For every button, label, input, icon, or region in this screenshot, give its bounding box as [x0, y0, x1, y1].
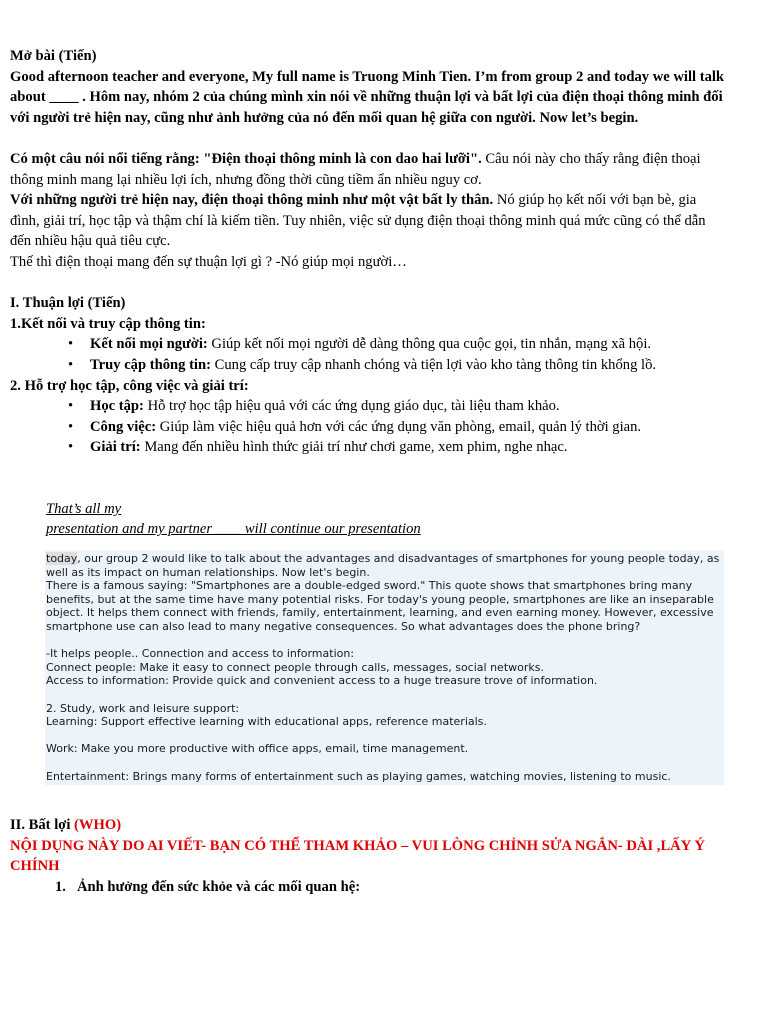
list-item-label: Giải trí:	[90, 439, 141, 456]
list-item-label: Kết nối mọi người:	[90, 336, 208, 353]
disadvantages-heading	[10, 815, 726, 836]
intro-vietnamese: . Hôm nay, nhóm 2 của chúng mình xin nói về những thuận lợi và bất lợi của điện thoại thông minh đối với người trẻ hiện nay, cũng như ảnh hưởng của nó đến mối quan hệ giữa con người. Now let’s begin.	[10, 89, 723, 126]
document-page	[10, 46, 726, 898]
closing-line-1: That’s all my	[46, 500, 122, 517]
list-item-text: Ảnh hưởng đến sức khỏe và các mối quan hệ:	[77, 878, 361, 895]
advantages-sub1: 1.Kết nối và truy cập thông tin:	[10, 315, 206, 332]
numbered-list	[10, 877, 726, 898]
ai-note: NỘI DỤNG NÀY DO AI VIẾT- BẠN CÓ THỂ THAM KHẢO – VUI LÒNG CHỈNH SỬA NGẮN- DÀI ,LẤY Ý CHÍNH	[10, 837, 705, 875]
advantages-heading: I. Thuận lợi (Tiến)	[10, 295, 126, 312]
translation-line: Work: Make you more productive with office apps, email, time management.	[46, 742, 469, 756]
intro-heading: Mở bài (Tiến)	[10, 48, 97, 64]
list-item-text: Giúp kết nối mọi người dễ dàng thông qua cuộc gọi, tin nhắn, mạng xã hội.	[207, 336, 652, 353]
translation-line: Connect people: Make it easy to connect people through calls, messages, social networks.	[46, 660, 544, 674]
young-bold: Với những người trẻ hiện nay, điện thoại thông minh như một vật bất ly thân.	[10, 192, 494, 209]
highlighted-word: today	[46, 552, 78, 566]
question-line: Thế thì điện thoại mang đến sự thuận lợi gì ? -Nó giúp mọi người…	[10, 253, 407, 270]
translation-line: 2. Study, work and leisure support:	[46, 701, 240, 715]
disadvantages-title: II. Bất lợi	[10, 817, 75, 834]
quote-rest: Câu nói này cho thấy rằng điện thoại thông minh mang lại nhiều lợi ích, nhưng đồng thời cũng tiềm ẩn nhiều nguy cơ.	[10, 150, 701, 188]
list-item-label: Truy cập thông tin:	[90, 356, 211, 373]
list-item	[90, 355, 726, 376]
list-item-label: Công việc:	[90, 418, 157, 435]
intro-greeting: Good afternoon teacher and everyone, My full name is Truong Minh Tien. I’m from group 2 and today we will talk about ____	[10, 68, 725, 106]
translation-box	[45, 550, 724, 785]
list-item	[55, 877, 726, 898]
list-item-text: Mang đến nhiều hình thức giải trí như chơi game, xem phim, nghe nhạc.	[140, 439, 568, 456]
closing-line-2: presentation and my partner____ will continue our presentation	[46, 521, 421, 538]
translation-line: Learning: Support effective learning with educational apps, reference materials.	[46, 715, 487, 729]
sub2-list	[10, 396, 726, 458]
list-item	[90, 417, 726, 438]
translation-line	[46, 552, 724, 579]
young-rest: Nó giúp họ kết nối với bạn bè, gia đình, giải trí, học tập và thậm chí là kiếm tiền. Tuy nhiên, việc sử dụng điện thoại thông minh quá mức cũng có thể dẫn đến nhiều hậu quả tiêu cực.	[10, 192, 706, 250]
list-item-text: Cung cấp truy cập nhanh chóng và tiện lợi vào kho tàng thông tin khổng lồ.	[210, 356, 657, 373]
advantages-sub2: 2. Hỗ trợ học tập, công việc và giải trí:	[10, 377, 249, 394]
list-number: 1.	[55, 878, 66, 895]
translation-line: Entertainment: Brings many forms of entertainment such as playing games, watching movies, listening to music.	[46, 769, 671, 783]
translation-line: There is a famous saying: "Smartphones are a double-edged sword." This quote shows that smartphones bring many benefits, but at the same time have many potential risks. For today's young people, smartphones are like an inseparable object. It helps them connect with friends, family, entertainment, learning, and even earning money. However, excessive smartphone use can also lead to many negative consequences. So what advantages does the phone bring?	[46, 579, 714, 634]
young-paragraph	[10, 190, 726, 252]
list-item	[90, 334, 726, 355]
intro-paragraph	[10, 67, 726, 129]
translation-text: , our group 2 would like to talk about the advantages and disadvantages of smartphones for young people today, as well as its impact on human relationships. Now let's begin.	[46, 552, 720, 579]
sub1-list	[10, 334, 726, 375]
list-item	[90, 396, 726, 417]
list-item-label: Học tập:	[90, 398, 144, 415]
list-item	[90, 437, 726, 458]
quote-paragraph	[10, 149, 726, 190]
translation-line: -It helps people.. Connection and access to information:	[46, 647, 355, 661]
who-label: (WHO)	[74, 817, 122, 834]
quote-bold: Có một câu nói nổi tiếng rằng: "Điện thoại thông minh là con dao hai lưỡi".	[10, 150, 482, 167]
translation-line: Access to information: Provide quick and convenient access to a huge treasure trove of information.	[46, 674, 598, 688]
list-item-text: Hỗ trợ học tập hiệu quả với các ứng dụng giáo dục, tài liệu tham khảo.	[143, 398, 560, 415]
list-item-text: Giúp làm việc hiệu quả hơn với các ứng dụng văn phòng, email, quản lý thời gian.	[156, 418, 642, 435]
